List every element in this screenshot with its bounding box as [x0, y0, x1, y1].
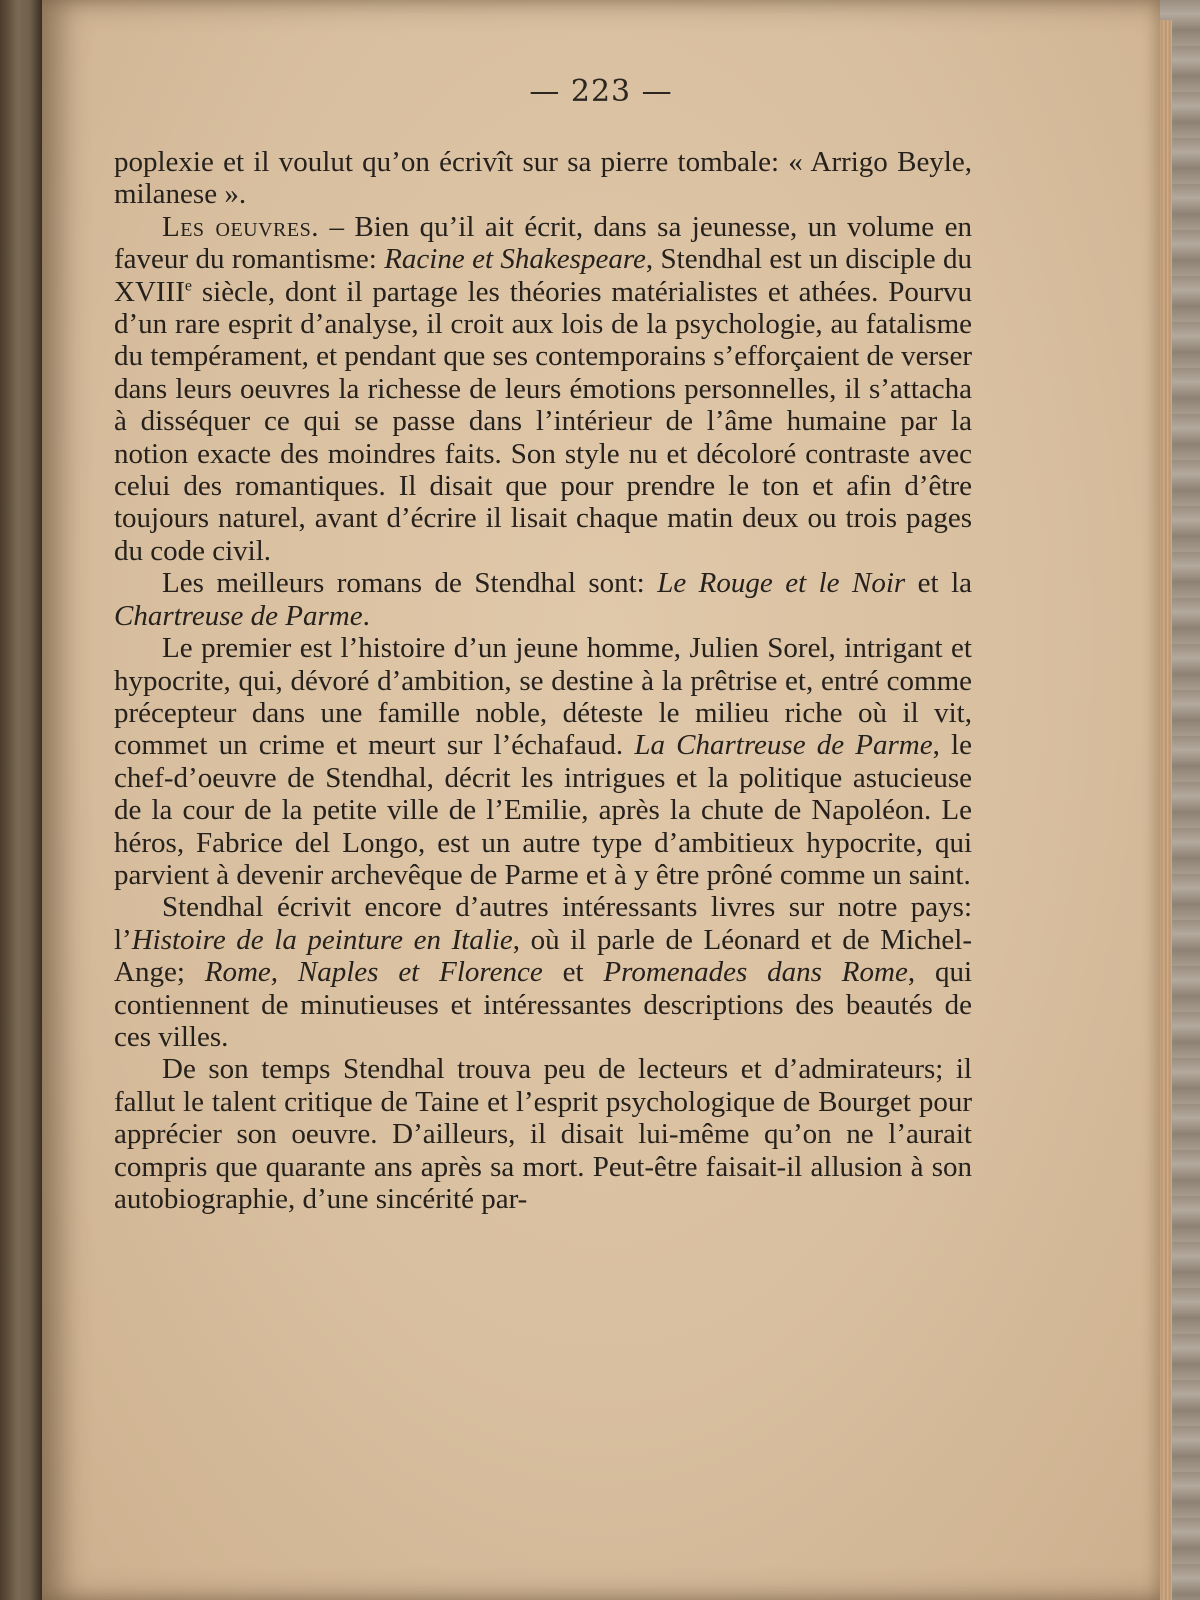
- paragraph-5-text-b: , où il parle de Léonard et de Michel-Ange;: [114, 923, 972, 989]
- paragraph-2-text-a: – Bien qu’il ait écrit, dans sa jeunesse, un volume en faveur du romantisme:: [114, 210, 973, 276]
- section-heading: Les oeuvres.: [162, 210, 319, 243]
- title-promenades-rome: Promenades dans Rome: [603, 956, 908, 989]
- body-text: [114, 146, 972, 1215]
- paragraph-6: [114, 1053, 972, 1215]
- paragraph-5-text-c: et: [542, 956, 604, 989]
- paragraph-4-text-b: , le chef-d’oeuvre de Stendhal, décrit les intrigues et la politique astucieuse de la cour de la petite ville de l’Emilie, après la chute de Napoléon. Le héros, Fabrice del Longo, est un autre type d’ambitieux hypocrite, qui parvient à devenir archevêque de Parme et à y être prôné comme un saint.: [114, 729, 972, 891]
- paragraph-3-text-b: et la: [905, 567, 973, 600]
- paragraph-2-text-b: , Stendhal est un disciple du XVIII: [114, 243, 972, 308]
- paragraph-4-text-a: Le premier est l’histoire d’un jeune homme, Julien Sorel, intrigant et hypocrite, qui, dévoré d’ambition, se destine à la prêtrise et, entré comme précepteur dans une famille noble, déteste le milieu riche où il vit, commet un crime et meurt sur l’échafaud.: [114, 632, 972, 762]
- paragraph-1: [114, 146, 972, 211]
- title-histoire-peinture: Histoire de la peinture en Italie: [131, 923, 513, 956]
- title-racine-shakespeare: Racine et Shakespeare: [384, 243, 646, 276]
- paragraph-3-text-a: Les meilleurs romans de Stendhal sont:: [162, 567, 658, 600]
- paragraph-5: [114, 891, 972, 1053]
- paragraph-1-text: poplexie et il voulut qu’on écrivît sur sa pierre tombale: « Arrigo Beyle, milanese ».: [114, 146, 972, 211]
- paragraph-6-text: De son temps Stendhal trouva peu de lecteurs et d’admirateurs; il fallut le talent critique de Taine et l’esprit psychologique de Bourget pour apprécier son oeuvre. D’ailleurs, il disait lui-même qu’on ne l’aurait compris que quarante ans après sa mort. Peut-être faisait-il allusion à son autobiographie, d’une sincérité par-: [114, 1053, 972, 1215]
- title-chartreuse-2: La Chartreuse de Parme: [634, 729, 933, 762]
- title-rouge-noir: Le Rouge et le Noir: [657, 567, 906, 600]
- paragraph-2: [114, 211, 972, 567]
- book-page: [42, 0, 1160, 1600]
- paragraph-3: [114, 567, 972, 632]
- paragraph-5-text-d: , qui contiennent de minutieuses et intéressantes descriptions des beautés de ces villes.: [114, 956, 973, 1053]
- paragraph-4: [114, 632, 972, 891]
- paragraph-5-text-a: Stendhal écrivit encore d’autres intéressants livres sur notre pays: l’: [114, 891, 972, 956]
- title-chartreuse: Chartreuse de Parme: [114, 599, 363, 632]
- paragraph-3-text-c: .: [362, 599, 370, 632]
- century-superscript: e: [184, 276, 192, 294]
- paragraph-2-text-c: siècle, dont il partage les théories matérialistes et athées. Pourvu d’un rare esprit d’analyse, il croit aux lois de la psychologie, au fatalisme du tempérament, et pendant que ses contemporains s’efforçaient de verser dans leurs oeuvres la richesse de leurs émotions personnelles, il s’attacha à disséquer ce qui se passe dans l’intérieur de l’âme humaine par la notion exacte des moindres faits. Son style nu et décoloré contraste avec celui des romantiques. Il disait que pour prendre le ton et afin d’être toujours naturel, avant d’écrire il lisait chaque matin deux ou trois pages du code civil.: [114, 275, 972, 567]
- title-rome-naples-florence: Rome, Naples et Florence: [204, 956, 543, 989]
- page-number: — 223 —: [529, 74, 673, 109]
